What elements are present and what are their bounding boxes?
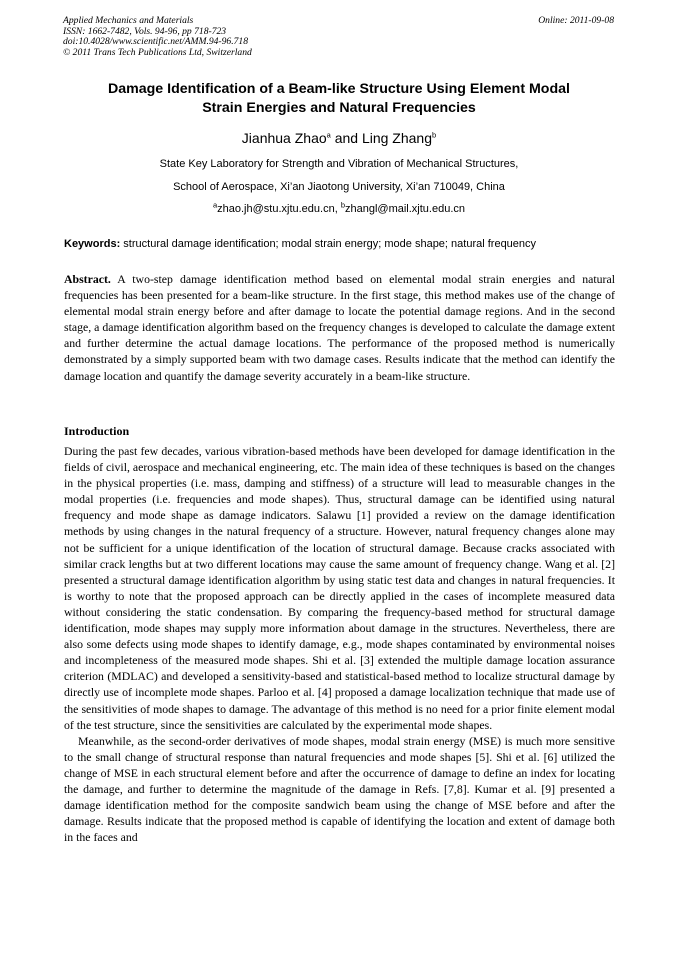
copyright-line: © 2011 Trans Tech Publications Ltd, Switzerland (63, 46, 252, 58)
title-line-2: Strain Energies and Natural Frequencies (202, 100, 476, 116)
author-emails (62, 202, 616, 216)
email-2-marker: b (340, 200, 345, 210)
section-heading-introduction: Introduction (64, 424, 130, 438)
authors (62, 129, 616, 147)
title-line-1: Damage Identification of a Beam-like Structure Using Element Modal (108, 81, 570, 97)
email-1: zhao.jh@stu.xjtu.edu.cn, (217, 203, 341, 215)
abstract-label: Abstract. (64, 272, 111, 286)
paper-title (62, 80, 616, 118)
introduction-body (64, 443, 615, 845)
online-date: Online: 2011-09-08 (538, 15, 614, 26)
issn-line: ISSN: 1662-7482, Vols. 94-96, pp 718-723 (63, 25, 227, 37)
author-2-marker: b (432, 130, 437, 140)
author-1: Jianhua Zhao (241, 130, 327, 146)
affiliation-line-2: School of Aerospace, Xi’an Jiaotong University, Xi’an 710049, China (173, 181, 505, 193)
journal-name: Applied Mechanics and Materials (63, 15, 194, 26)
doi-line: doi:10.4028/www.scientific.net/AMM.94-96.718 (63, 36, 249, 48)
author-2: Ling Zhang (361, 130, 433, 146)
email-2: zhangl@mail.xjtu.edu.cn (345, 203, 466, 215)
keywords-label: Keywords: (64, 238, 121, 250)
abstract-text: A two-step damage identification method based on elemental modal strain energies and natural frequencies has been presented for a beam-like structure. In the first stage, this method makes use of the change of elemental modal strain energy before and after damage to locate the potential damage regions. And in the second stage, a damage identification algorithm based on the frequency changes is developed to calculate the damage extent and further determine the actual damage locations. The performance of the proposed method is numerically demonstrated by a simply supported beam with two damage cases. Results indicate that the method can identify the damage location and quantify the damage severity accurately in a beam-like structure. (64, 272, 615, 383)
journal-header (63, 16, 483, 58)
keywords (64, 237, 616, 251)
intro-paragraph-1: During the past few decades, various vibration-based methods have been developed for damage identification in the fields of civil, aerospace and mechanical engineering, etc. The main idea of these techniques is based on the changes in the physical properties (i.e. mass, damping and stiffness) of a structure will lead to measurable changes in the modal properties (i.e. frequencies and mode shapes). Thus, structural damage can be identified using natural frequency and mode shape as damage indicators. Salawu [1] provided a review on the damage identification methods by using changes in the natural frequency of a structure. However, natural frequency changes alone may not be sufficient for a unique identification of the location of structural damage. Because cracks associated with similar crack lengths but at two different locations may cause the same amount of frequency change. Wang et al. [2] presented a structural damage identification algorithm by using static test data and changes in natural frequencies. It is worthy to note that the proposed approach can be directly applied in the cases of incomplete measured data without considering the static condensation. By comparing the frequency-based method for structural damage identification, mode shapes may supply more information about damage in the structures. Nevertheless, there are also some defects using mode shapes to identify damage, e.g., mode shapes contaminated by environmental noises and incompleteness of the measured mode shapes. Shi et al. [3] extended the multiple damage location assurance criterion (MDLAC) and developed a sensitivity-based and statistical-based method to localize structural damage by directly use of incomplete mode shapes. Parloo et al. [4] proposed a damage localization technique that made use of the sensitivities of mode shapes to damage. The advantage of this method is no need for a prior finite element modal of the test structure, since the sensitivities are calculated by the experimental mode shapes. (64, 444, 615, 732)
author-1-marker: a (326, 130, 331, 140)
author-conjunction: and (330, 130, 362, 146)
intro-paragraph-2: Meanwhile, as the second-order derivatives of mode shapes, modal strain energy (MSE) is much more sensitive to the small change of structural response than natural frequencies and mode shapes [5]. Shi et al. [6] utilized the change of MSE in each structural element before and after the occurrence of damage to define an index for locating the damage, and further to determine the magnitude of the damage in Refs. [7,8]. Kumar et al. [9] presented a damage identification method for the composite sandwich beam using the change of MSE before and after the damage. Results indicate that the proposed method is capable of identifying the location and extent of damage both in the faces and (64, 733, 615, 845)
abstract (64, 271, 615, 384)
keywords-text: structural damage identification; modal strain energy; mode shape; natural frequency (120, 238, 537, 250)
affiliation-line-1: State Key Laboratory for Strength and Vibration of Mechanical Structures, (159, 158, 519, 170)
email-1-marker: a (212, 200, 218, 210)
